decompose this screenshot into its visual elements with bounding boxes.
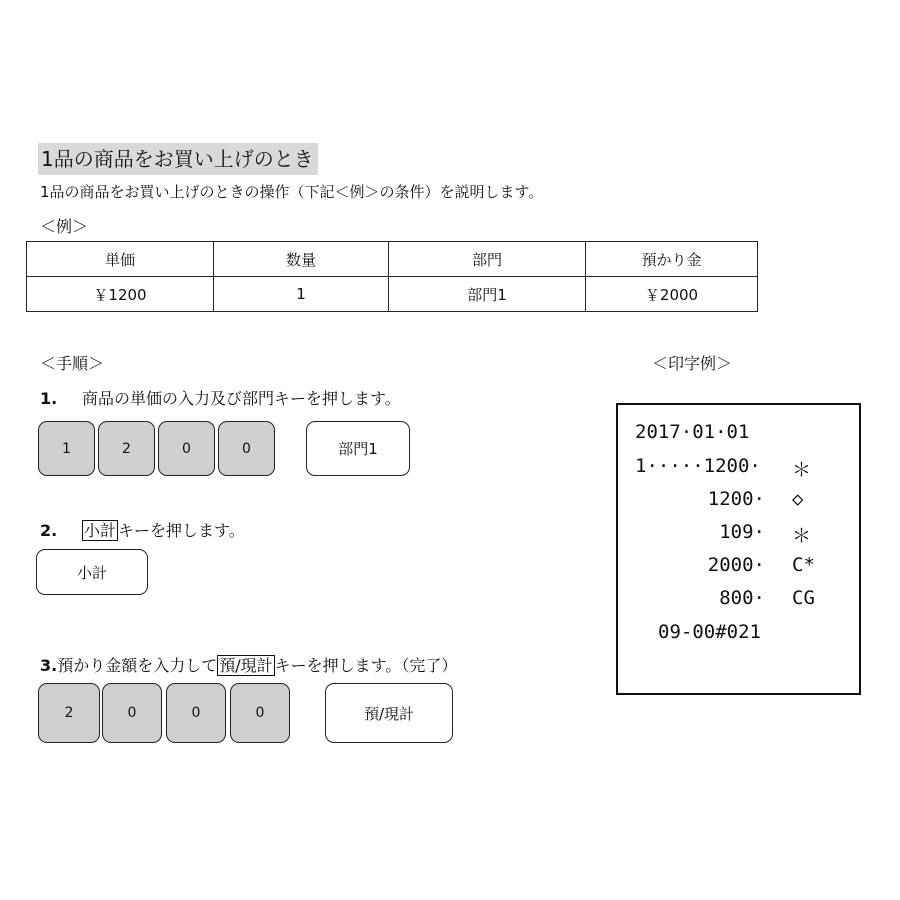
step-number: 2. (40, 521, 58, 540)
table-cell: 部門1 (389, 277, 586, 312)
receipt-footer: 09-00#021 (658, 621, 761, 643)
table-cell: 1 (214, 277, 389, 312)
table-header-cell: 数量 (214, 242, 389, 277)
digit-key-0[interactable]: 0 (102, 683, 162, 743)
digit-key-0[interactable]: 0 (230, 683, 290, 743)
subtotal-key[interactable]: 小計 (36, 549, 148, 595)
print-example-label: ＜印字例＞ (652, 354, 733, 373)
table-cell: ￥2000 (586, 277, 758, 312)
table-row (27, 277, 758, 312)
subtotal-key-label: 小計 (84, 521, 117, 540)
receipt-line-mark: ＊ (792, 459, 812, 481)
receipt-line-amount: 2000· (707, 554, 765, 576)
receipt-line-amount: 800· (719, 587, 765, 609)
receipt-print-example (616, 403, 861, 695)
step-2-instruction (40, 518, 245, 541)
digit-key-0[interactable]: 0 (158, 421, 215, 476)
table-header-cell: 預かり金 (586, 242, 758, 277)
deposit-cash-key-label: 預/現計 (219, 656, 273, 675)
receipt-line-mark: C* (792, 554, 815, 576)
digit-key-2[interactable]: 2 (38, 683, 100, 743)
digit-key-1[interactable]: 1 (38, 421, 95, 476)
step-number: 1. (40, 389, 58, 408)
step-text: キーを押します。 (118, 521, 245, 540)
receipt-line-amount: 1200· (707, 488, 765, 510)
step-1-instruction (40, 386, 401, 409)
receipt-line-mark: CG (792, 587, 815, 609)
receipt-date: 2017·01·01 (635, 421, 750, 443)
deposit-cash-total-key[interactable]: 預/現計 (325, 683, 453, 743)
receipt-line-amount: 1·····1200· (635, 455, 761, 477)
digit-key-0[interactable]: 0 (218, 421, 275, 476)
step-text: キーを押します。（完了） (274, 656, 458, 675)
condition-table (26, 241, 758, 312)
step-3-instruction (40, 653, 457, 676)
step-text: 預かり金額を入力して (57, 656, 218, 675)
intro-text: 1品の商品をお買い上げのときの操作（下記＜例＞の条件）を説明します。 (40, 183, 544, 201)
digit-key-0[interactable]: 0 (166, 683, 226, 743)
step-text: 商品の単価の入力及び部門キーを押します。 (82, 389, 401, 408)
procedure-label: ＜手順＞ (40, 354, 105, 373)
step-number: 3. (40, 656, 58, 675)
page-title: 1品の商品をお買い上げのとき (38, 143, 318, 175)
table-header-cell: 部門 (389, 242, 586, 277)
table-header-row (27, 242, 758, 277)
department-1-key[interactable]: 部門1 (306, 421, 410, 476)
example-label: ＜例＞ (40, 217, 89, 236)
table-header-cell: 単価 (27, 242, 214, 277)
receipt-line-mark: ＊ (792, 525, 812, 547)
table-cell: ￥1200 (27, 277, 214, 312)
receipt-line-amount: 109· (719, 521, 765, 543)
digit-key-2[interactable]: 2 (98, 421, 155, 476)
receipt-line-mark: ◇ (792, 488, 804, 510)
